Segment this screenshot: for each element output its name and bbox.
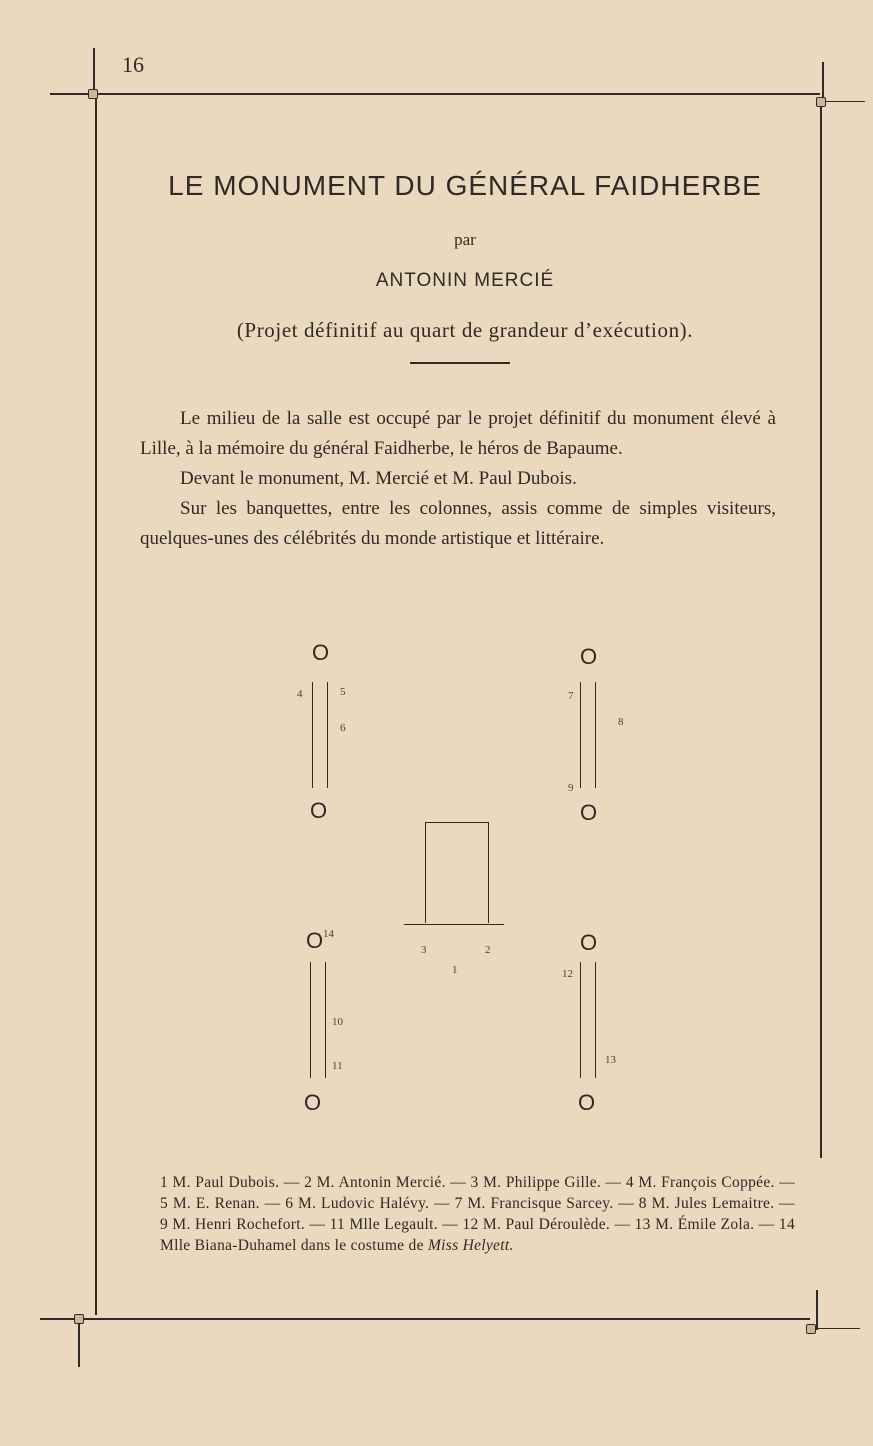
frame-bottom-rule — [40, 1318, 810, 1320]
corner-ornament-icon — [74, 1314, 84, 1324]
frame-left-stub-top — [93, 48, 95, 93]
frame-top-rule — [50, 93, 820, 95]
monument-pedestal — [425, 822, 489, 923]
seat-number: 3 — [421, 944, 427, 956]
paragraph: Devant le monument, M. Mercié et M. Paul Dubois. — [180, 468, 577, 489]
column-symbol: O — [312, 640, 330, 665]
subtitle: (Projet définitif au quart de grandeur d’exécution). — [236, 318, 694, 342]
column-symbol: O — [580, 800, 598, 825]
legend-italic: Miss Helyett. — [427, 1237, 514, 1254]
frame-top-rule-right — [820, 101, 865, 102]
paragraph: Le milieu de la salle est occupé par le projet définitif du monument élevé à Lille, à la mémoire du général Faidherbe, le héros de Bapaume. — [140, 408, 776, 459]
legend-text: 1 M. Paul Dubois. — 2 M. Antonin Mercié. — 3 M. Philippe Gille. — 4 M. François Coppée. — 5 M. E. Renan. — 6 M. Ludovic Halévy. — 7 M. Francisque Sarcey. — 8 M. Jules Lemaitre. — 9 M. Henri Rochefort. — 11 Mlle Legault. — 12 M. Paul Déroulède. — 13 M. Émile Zola. — 14 Mlle Biana-Duhamel dans le costume de — [160, 1174, 795, 1254]
frame-right-stub-top — [822, 62, 824, 102]
seat-number: 10 — [332, 1016, 343, 1028]
page-title: LE MONUMENT DU GÉNÉRAL FAIDHERBE — [168, 170, 762, 201]
column-symbol: O — [578, 1090, 596, 1115]
bench — [580, 682, 596, 788]
seat-number: 12 — [562, 968, 573, 980]
seat-number: 6 — [340, 722, 346, 734]
pedestal-base — [404, 924, 504, 925]
seat-number: 7 — [568, 690, 574, 702]
page-number: 16 — [122, 52, 144, 77]
seat-number: 13 — [605, 1054, 616, 1066]
frame-left-rule — [95, 95, 97, 1315]
separator — [410, 362, 510, 364]
frame-right-stub-bottom — [816, 1290, 818, 1330]
legend — [160, 1172, 795, 1256]
seat-number: 11 — [332, 1060, 343, 1072]
bench — [312, 682, 328, 788]
bench — [310, 962, 326, 1078]
frame-right-rule — [820, 103, 822, 1158]
paragraph: Sur les banquettes, entre les colonnes, assis comme de simples visiteurs, quelques-unes des célébrités du monde artistique et littéraire. — [140, 498, 776, 549]
seat-number: 8 — [618, 716, 624, 728]
seat-number: 14 — [323, 928, 334, 940]
corner-ornament-icon — [88, 89, 98, 99]
corner-ornament-icon — [806, 1324, 816, 1334]
frame-left-stub-bottom — [78, 1322, 80, 1367]
column-symbol: O — [304, 1090, 322, 1115]
seating-diagram — [280, 630, 640, 1130]
corner-ornament-icon — [816, 97, 826, 107]
seat-number: 4 — [297, 688, 303, 700]
column-symbol: O — [306, 928, 324, 953]
author-name: ANTONIN MERCIÉ — [375, 270, 555, 291]
bench — [580, 962, 596, 1078]
column-symbol: O — [580, 644, 598, 669]
column-symbol: O — [310, 798, 328, 823]
seat-number: 5 — [340, 686, 346, 698]
column-symbol: O — [580, 930, 598, 955]
body-text — [140, 404, 776, 554]
seat-number: 2 — [485, 944, 491, 956]
seat-number: 1 — [452, 964, 458, 976]
byline-par: par — [454, 230, 476, 249]
seat-number: 9 — [568, 782, 574, 794]
